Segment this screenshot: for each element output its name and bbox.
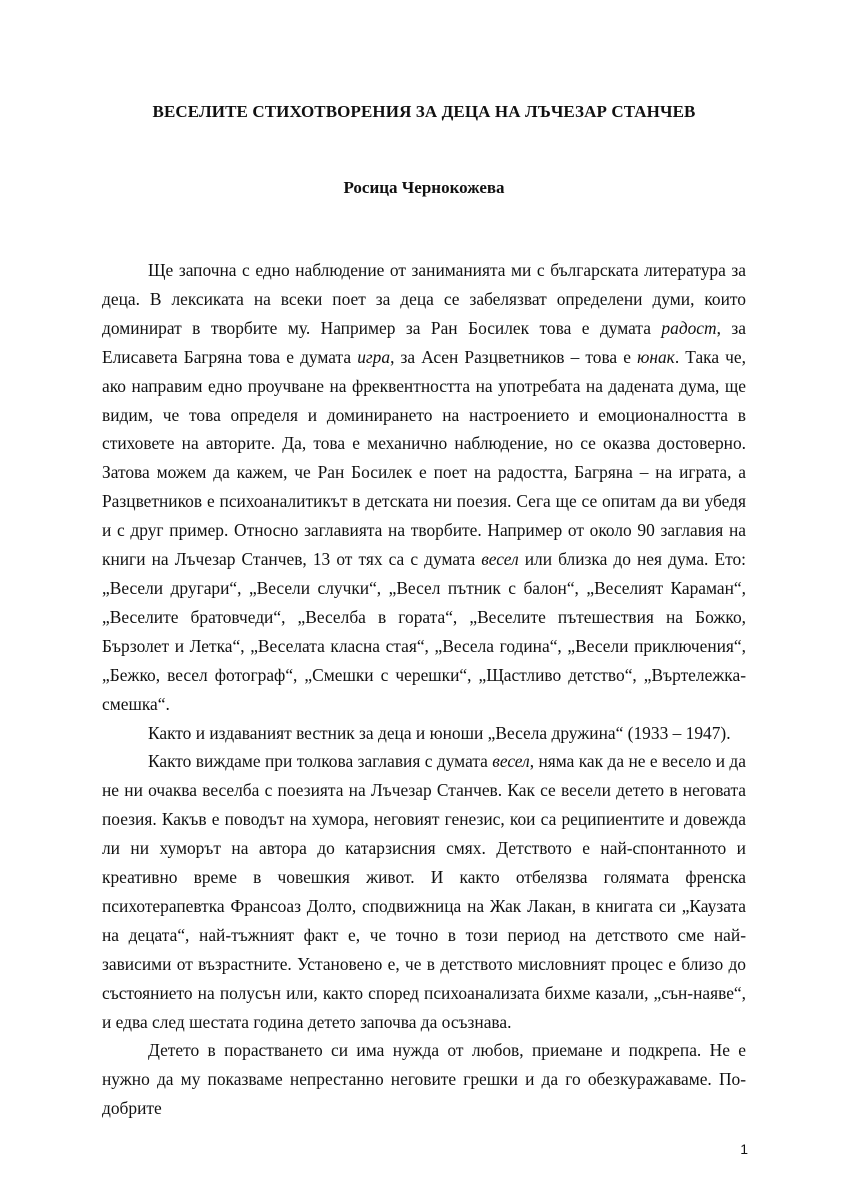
italic-word-vesel: весел: [481, 549, 519, 570]
italic-word-igra: игра: [357, 346, 391, 367]
paragraph-1-text-a: Ще започна с едно наблюдение от заниманията ми с българската литература за деца. В лексиката на всеки поет за деца се забелязват определени думи, които доминират в творбите му. Например за Ран Босилек това е думата: [102, 260, 746, 338]
paragraph-2: Както и издаваният вестник за деца и юноши „Весела дружина“ (1933 – 1947).: [148, 722, 731, 743]
paragraph-1-text-c: , за Асен Разцветников – това е: [390, 346, 638, 367]
paragraph-1-text-d: . Така че, ако направим едно проучване на фреквентността на употребата на дадената дума, ще видим, че това определя и доминирането на настроението и емоционалността в стиховете на авторите. Да, това е механично наблюдение, но се оказва достоверно. Затова можем да кажем, че Ран Босилек е поет на радостта, Багряна – на играта, а Разцветников е психоаналитикът в детската ни поезия. Сега ще се опитам да ви убедя и с друг пример. Относно заглавията на творбите. Например от около 90 заглавия на книги на Лъчезар Станчев, 13 от тях са с думата: [102, 346, 746, 570]
paragraph-3-text-a: Както виждаме при толкова заглавия с думата: [148, 751, 493, 772]
author-name: Росица Чернокожева: [343, 178, 505, 197]
paragraph-4: Детето в порастването си има нужда от любов, приемане и подкрепа. Не е нужно да му показваме непрестанно неговите грешки и да го обезкуражаваме. По-добрите: [102, 1040, 746, 1119]
page-number: 1: [740, 1141, 748, 1157]
paragraph-1-text-b: , за Елисавета Багряна това е думата: [102, 317, 746, 367]
paragraph-3-text-b: , няма как да не е весело и да не ни очаква веселба с поезията на Лъчезар Станчев. Как се весели детето в неговата поезия. Какъв е поводът на хумора, неговият генезис, кои са реципиентите и довежда ли ни хуморът на автора до катарзисния смях. Детството е най-спонтанното и креативно време в човешкия живот. И както отбелязва голямата френска психотерапевтка Франсоаз Долто, сподвижница на Жак Лакан, в книгата си „Каузата на децата“, най-тъжният факт е, че точно в този период на детството сме най-зависими от възрастните. Установено е, че в детството мисловният процес е близо до състоянието на полусън или, както според психоанализата бихме казали, „сън-наяве“, и едва след шестата година детето започва да осъзнава.: [102, 751, 746, 1032]
document-body: [102, 256, 746, 1123]
italic-word-vesel-2: весел: [492, 751, 530, 772]
paragraph-1: [102, 256, 746, 719]
italic-word-yunak: юнак: [637, 346, 675, 367]
italic-word-radost: радост: [661, 317, 717, 338]
paragraph-3: [102, 747, 746, 1036]
document-title: ВЕСЕЛИТЕ СТИХОТВОРЕНИЯ ЗА ДЕЦА НА ЛЪЧЕЗАР СТАНЧЕВ: [152, 102, 696, 121]
paragraph-1-text-e: или близка до нея дума. Ето: „Весели другари“, „Весели случки“, „Весел пътник с балон“, „Веселият Караман“, „Веселите братовчеди“, „Веселба в гората“, „Веселите пътешествия на Божко, Бързолет и Летка“, „Веселата класна стая“, „Весела година“, „Весели приключения“, „Бежко, весел фотограф“, „Смешки с черешки“, „Щастливо детство“, „Въртележка-смешка“.: [102, 549, 746, 714]
